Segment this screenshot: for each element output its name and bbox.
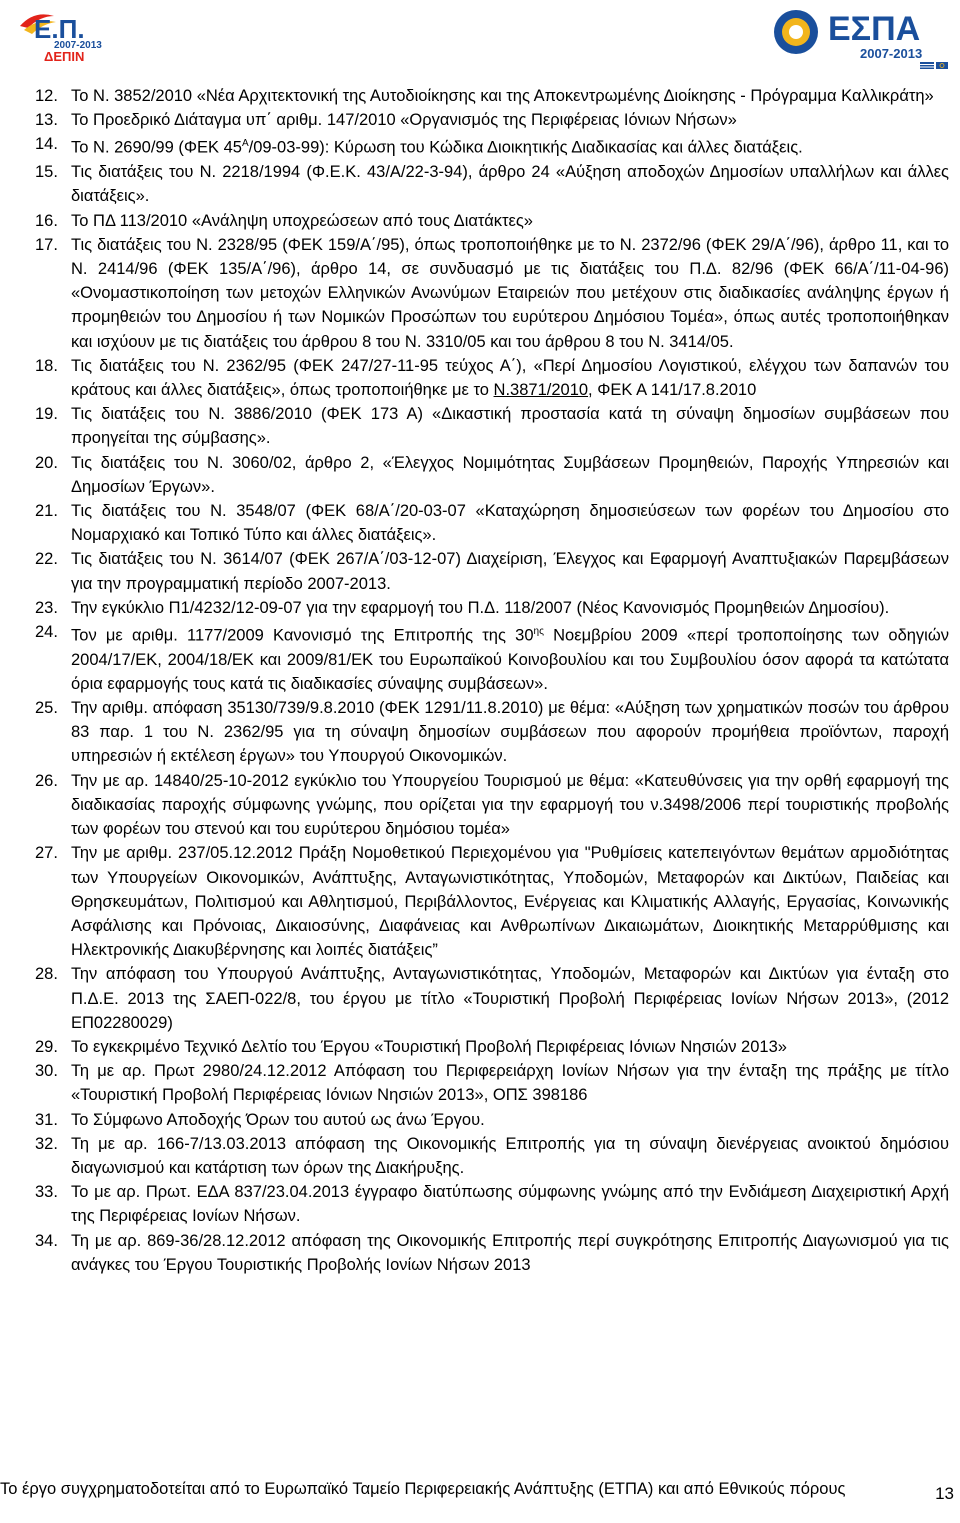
law-link[interactable]: Ν.3871/2010 (493, 380, 589, 399)
ep-logo-sub: ΔΕΠΙΝ (44, 49, 85, 62)
list-item: 28. Την απόφαση του Υπουργού Ανάπτυξης, Ανταγωνιστικότητας, Υποδομών, Μεταφορών και Δικτύων για ένταξη στο Π.Δ.Ε. 2013 της ΣΑΕΠ-022/8, του έργου με τίτλο «Τουριστική Προβολή Περιφέρειας Ιονίων Νήσων 2013», (2012 ΕΠ02280029) (35, 965, 949, 1032)
list-item: 25. Την αριθμ. απόφαση 35130/739/9.8.2010 (ΦΕΚ 1291/11.8.2010) με θέμα: «Αύξηση των χρηματικών ποσών του άρθρου 83 παρ. 1 του Ν. 2362/95 για τη σύναψη δημοσίων συμβάσεων που αφορούν προμήθεια προϊόντων, παροχή υπηρεσιών ή εκτέλεση έργων» του Υπουργού Οικονομικών. (35, 699, 949, 766)
page-number: 13 (935, 1484, 954, 1503)
eu-flag-icon (936, 62, 948, 69)
espa-logo-main: ΕΣΠΑ (828, 10, 921, 48)
list-item: 15. Τις διατάξεις του Ν. 2218/1994 (Φ.Ε.Κ. 43/Α/22-3-94), άρθρο 24 «Αύξηση αποδοχών Δημοσίων υπαλλήλων και άλλες διατάξεις». (35, 163, 949, 206)
espa-logo (770, 4, 950, 70)
espa-logo-years: 2007-2013 (860, 46, 923, 61)
list-item: 23. Την εγκύκλιο Π1/4232/12-09-07 για την εφαρμογή του Π.Δ. 118/2007 (Νέος Κανονισμός Προμηθειών Δημοσίου). (35, 598, 890, 617)
list-item: 18. Τις διατάξεις του Ν. 2362/95 (ΦΕΚ 247/27-11-95 τεύχος Α΄), «Περί Δημοσίου Λογιστικού, ελέγχου των δαπανών του κράτους και άλλες διατάξεις», όπως τροποποιήθηκε με το Ν.3871/2010, ΦΕΚ Α 141/17.8.2010 (35, 356, 949, 399)
list-item: 27. Την με αριθμ. 237/05.12.2012 Πράξη Νομοθετικού Περιεχομένου για "Ρυθμίσεις κατεπειγόντων θεμάτων αρμοδιότητας των Υπουργείων Οικονομικών, Ανάπτυξης, Ανταγωνιστικότητας, Υποδομών, Μεταφορών και Δικτύων, Παιδείας και Θρησκευμάτων, Πολιτισμού και Αθλητισμού, Περιβάλλοντος, Ενέργειας και Κλιματικής Αλλαγής, Εργασίας, Κοινωνικής Ασφάλισης και Πρόνοιας, Δικαιοσύνης, Διαφάνειας και Ανθρωπίνων Δικαιωμάτων, Διοικητικής Μεταρρύθμισης και Ηλεκτρονικής Διακυβέρνησης και λοιπές διατάξεις” (35, 844, 949, 960)
list-item: 20. Τις διατάξεις του Ν. 3060/02, άρθρο 2, «Έλεγχος Νομιμότητας Συμβάσεων Προμηθειών, Παροχής Υπηρεσιών και Δημοσίων Έργων». (35, 453, 949, 496)
list-item: 34. Τη με αρ. 869-36/28.12.2012 απόφαση της Οικονομικής Επιτροπής περί συγκρότησης Επιτροπής Διαγωνισμού για τις ανάγκες του Έργου Τουριστικής Προβολής Ιονίων Νήσων 2013 (35, 1231, 949, 1274)
list-item: 30. Τη με αρ. Πρωτ 2980/24.12.2012 Απόφαση του Περιφερειάρχη Ιονίων Νήσων για την ένταξη της πράξης με τίτλο «Τουριστική Προβολή Περιφέρειας Ιόνιων Νησιών 2013», ΟΠΣ 398186 (35, 1062, 949, 1105)
list-item: 29. Το εγκεκριμένο Τεχνικό Δελτίο του Έργου «Τουριστική Προβολή Περιφέρειας Ιόνιων Νησιών 2013» (35, 1037, 787, 1056)
list-item: 32. Τη με αρ. 166-7/13.03.2013 απόφαση της Οικονομικής Επιτροπής για τη σύναψη διενέργειας ανοικτού δημόσιου διαγωνισμού και κατάρτιση των όρων της Διακήρυξης. (35, 1134, 949, 1177)
list-item: 14. Το Ν. 2690/99 (ΦΕΚ $45^A/09-03-99$): Κύρωση του Κώδικα Διοικητικής Διαδικασίας και άλλες διατάξεις. (35, 135, 803, 157)
funding-notice: Το έργο συγχρηματοδοτείται από το Ευρωπαϊκό Ταμείο Περιφερειακής Ανάπτυξης (ΕΤΠΑ) και από Εθνικούς πόρους (0, 1480, 846, 1498)
list-item: 21. Τις διατάξεις του Ν. 3548/07 (ΦΕΚ 68/Α΄/20-03-07 «Καταχώρηση δημοσιεύσεων των φορέων του Δημοσίου στο Νομαρχιακό και Τοπικό Τύπο και άλλες διατάξεις». (35, 501, 949, 545)
greek-flag-icon (920, 62, 934, 69)
list-item: 22. Τις διατάξεις του Ν. 3614/07 (ΦΕΚ 267/Α΄/03-12-07) Διαχείριση, Έλεγχος και Εφαρμογή Αναπτυξιακών Παρεμβάσεων για την προγραμματική περίοδο 2007-2013. (35, 550, 949, 593)
list-item: 31. Το Σύμφωνο Αποδοχής Όρων του αυτού ως άνω Έργου. (35, 1110, 485, 1129)
legal-references-list (35, 84, 949, 1277)
list-item: 16. Το ΠΔ 113/2010 «Ανάληψη υποχρεώσεων από τους Διατάκτες» (35, 211, 533, 230)
list-item: 13. Το Προεδρικό Διάταγμα υπ΄ αριθμ. 147/2010 «Οργανισμός της Περιφέρειας Ιόνιων Νήσων» (35, 111, 737, 130)
ep-logo-years: 2007-2013 (54, 40, 102, 51)
list-item: 26. Την με αρ. 14840/25-10-2012 εγκύκλιο του Υπουργείου Τουρισμού με θέμα: «Κατευθύνσεις για την ορθή εφαρμογή της διαδικασίας παροχής σύμφωνης γνώμης, που ορίζεται για την εφαρμογή του ν.3498/2006 περί τουριστικής προβολής των φορέων του στενού και του ευρύτερου δημόσιου τομέα» (35, 771, 949, 839)
ep-logo-main: Ε.Π. (34, 14, 85, 44)
list-item: 12. Το Ν. 3852/2010 «Νέα Αρχιτεκτονική της Αυτοδιοίκησης και της Αποκεντρωμένης Διοίκησης - Πρόγραμμα Καλλικράτη» (35, 87, 934, 105)
list-item: 24. Τον με αριθμ. 1177/2009 Κανονισμό της Επιτροπής της $30^{\eta\varsigma}$ Νοεμβρίου 2009 «περί τροποποίησης των οδηγιών 2004/17/ΕΚ, 2004/18/ΕΚ και 2009/81/ΕΚ του Ευρωπαϊκού Κοινοβουλίου και του Συμβουλίου όσον αφορά τα κατώτατα όρια εφαρμογής τους κατά τις διαδικασίες σύναψης συμβάσεων». (35, 622, 949, 693)
ep-depin-logo (14, 6, 114, 62)
list-item: 17. Τις διατάξεις του Ν. 2328/95 (ΦΕΚ 159/Α΄/95), όπως τροποποιήθηκε με το Ν. 2372/96 (ΦΕΚ 29/Α΄/96), άρθρο 11, και το Ν. 2414/96 (ΦΕΚ 135/Α΄/96), άρθρο 14, σε συνδυασμό με τις διατάξεις του Π.Δ. 82/96 (ΦΕΚ 66/Α΄/11-04-96) «Ονομαστικοποίηση των μετοχών Ελληνικών Ανωνύμων Εταιρειών που μετέχουν στις διαδικασίες ανάληψης έργων ή προμηθειών του Δημοσίου ή των Νομικών Προσώπων του ευρύτερου Δημόσιου Τομέα», όπως αυτές τροποποιήθηκαν και ισχύουν με τις διατάξεις του άρθρου 8 του Ν. 3310/05 και του άρθρου 8 του Ν. 3414/05. (35, 235, 949, 351)
list-item: 33. Το με αρ. Πρωτ. ΕΔΑ 837/23.04.2013 έγγραφο διατύπωσης σύμφωνης γνώμης από την Ενδιάμεση Διαχειριστική Αρχή της Περιφέρειας Ιονίων Νήσων. (35, 1183, 949, 1226)
list-item: 19. Τις διατάξεις του Ν. 3886/2010 (ΦΕΚ 173 Α) «Δικαστική προστασία κατά τη σύναψη δημοσίων συμβάσεων που προηγείται της σύμβασης». (35, 405, 949, 448)
